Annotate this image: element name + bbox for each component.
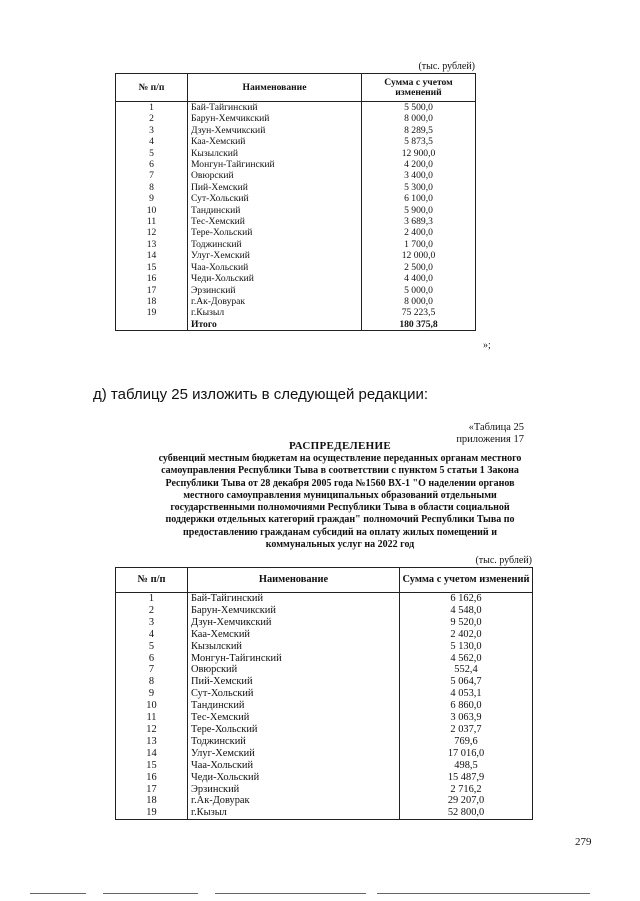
table1-row [116,159,476,170]
table1-row [116,102,476,114]
table2-cell-num: 6 [116,653,188,665]
table1-row [116,113,476,124]
table1-cell-num: 15 [116,262,188,273]
table2-cell-val: 17 016,0 [400,748,533,760]
table2-cell-val: 52 800,0 [400,807,533,819]
table2-cell-val: 4 053,1 [400,688,533,700]
table1-cell-num: 7 [116,170,188,181]
table2-row [116,712,533,724]
table2-row [116,664,533,676]
table2-row [116,629,533,641]
table2-cell-val: 5 064,7 [400,676,533,688]
table1-cell-val: 12 000,0 [362,250,476,261]
table1-cell-val: 4 400,0 [362,273,476,284]
table1-cell-val: 2 500,0 [362,262,476,273]
table2-header-row [116,568,533,593]
table1-row [116,182,476,193]
table2-cell-name: Овюрский [188,664,400,676]
table2-cell-name: Чеди-Хольский [188,772,400,784]
table2-cell-name: Тандинский [188,700,400,712]
table2-cell-val: 29 207,0 [400,795,533,807]
table2-cell-name: Монгун-Тайгинский [188,653,400,665]
table1-total-suffix: »; [483,340,491,351]
table1-cell-num: 1 [116,102,188,114]
table1-row [116,307,476,318]
table1-cell-name: Каа-Хемский [188,136,362,147]
table1-cell-val: 1 700,0 [362,239,476,250]
table1-cell-val: 8 000,0 [362,113,476,124]
table2-cell-val: 15 487,9 [400,772,533,784]
table1 [115,73,476,331]
table2-row [116,772,533,784]
table1-cell-val: 5 873,5 [362,136,476,147]
table2-row [116,617,533,629]
table2-row [116,676,533,688]
table1-cell-val: 6 100,0 [362,193,476,204]
table2-cell-val: 6 860,0 [400,700,533,712]
table2-cell-name: Тере-Хольский [188,724,400,736]
table1-header-num: № п/п [116,74,188,102]
table2-cell-name: г.Ак-Довурак [188,795,400,807]
table2-cell-name: Эрзинский [188,784,400,796]
table2-cell-name: Улуг-Хемский [188,748,400,760]
table2-cell-val: 498,5 [400,760,533,772]
table1-total-value: 180 375,8 [362,319,476,331]
table1-cell-name: Пий-Хемский [188,182,362,193]
table2-cell-num: 3 [116,617,188,629]
table2-row [116,593,533,605]
table1-row [116,250,476,261]
table2-cell-val: 552,4 [400,664,533,676]
table1-row [116,239,476,250]
table2-cell-num: 18 [116,795,188,807]
table1-row [116,136,476,147]
table1-row [116,193,476,204]
table1-header-name: Наименование [188,74,362,102]
table1-row [116,216,476,227]
table1-cell-num: 9 [116,193,188,204]
table2-cell-num: 1 [116,593,188,605]
table1-units: (тыс. рублей) [418,61,475,72]
table1-cell-num: 10 [116,205,188,216]
table1-cell-num: 18 [116,296,188,307]
table1-cell-name: Бай-Тайгинский [188,102,362,114]
table1-header-row [116,74,476,102]
table1-cell-num: 11 [116,216,188,227]
table1-cell-val: 2 400,0 [362,227,476,238]
table1-header-amount: Сумма с учетом изменений [362,74,476,102]
table2-cell-num: 9 [116,688,188,700]
table1-total-num [116,319,188,331]
table2-cell-name: Барун-Хемчикский [188,605,400,617]
table1-cell-name: Эрзинский [188,285,362,296]
table1-cell-num: 5 [116,148,188,159]
table2-cell-num: 7 [116,664,188,676]
table2-cell-name: Пий-Хемский [188,676,400,688]
table1-cell-name: Кызылский [188,148,362,159]
table2-cell-num: 15 [116,760,188,772]
table2-cell-num: 13 [116,736,188,748]
table2-cell-name: Сут-Хольский [188,688,400,700]
table2-row [116,700,533,712]
table1-cell-name: Тоджинский [188,239,362,250]
table1-cell-name: Дзун-Хемчикский [188,125,362,136]
table1-cell-name: Сут-Хольский [188,193,362,204]
table1-cell-name: Улуг-Хемский [188,250,362,261]
table2 [115,567,533,820]
table1-cell-num: 17 [116,285,188,296]
table1-body [116,102,476,331]
table1-cell-name: г.Кызыл [188,307,362,318]
table1-row [116,285,476,296]
table2-cell-num: 14 [116,748,188,760]
table1-cell-name: Монгун-Тайгинский [188,159,362,170]
table1-cell-val: 75 223,5 [362,307,476,318]
table1-cell-val: 12 900,0 [362,148,476,159]
table1-cell-val: 3 689,3 [362,216,476,227]
table2-row [116,653,533,665]
table2-cell-val: 2 402,0 [400,629,533,641]
table2-cell-val: 6 162,6 [400,593,533,605]
distribution-description: субвенций местным бюджетам на осуществление переданных органам местного самоуправления Республики Тыва в соответствии с пунктом 5 статьи 1 Закона Республики Тыва от 28 декабря 2005 года №1560 ВХ-1 "О наделении органов местного самоуправления муниципальных образований отдельными государственными полномочиями Республики Тыва в области социальной поддержки отдельных категорий граждан" полномочий Республики Тыва по предоставлению гражданам субсидий на оплату жилых помещений и коммунальных услуг на 2022 год [158,453,522,551]
table2-cell-num: 10 [116,700,188,712]
table2-row [116,605,533,617]
footer-rule [30,893,590,894]
table2-header-amount: Сумма с учетом изменений [400,568,533,593]
table2-row [116,784,533,796]
table1-cell-num: 16 [116,273,188,284]
table1-cell-num: 14 [116,250,188,261]
table1-cell-val: 4 200,0 [362,159,476,170]
table2-cell-name: Бай-Тайгинский [188,593,400,605]
table1-cell-val: 5 500,0 [362,102,476,114]
table2-cell-num: 2 [116,605,188,617]
table1-cell-val: 8 000,0 [362,296,476,307]
table1-cell-num: 12 [116,227,188,238]
table1-row [116,205,476,216]
table2-header-num: № п/п [116,568,188,593]
table2-cell-num: 8 [116,676,188,688]
table2-cell-name: г.Кызыл [188,807,400,819]
table2-cell-num: 5 [116,641,188,653]
table2-cell-num: 17 [116,784,188,796]
table1-cell-val: 5 300,0 [362,182,476,193]
table2-cell-name: Чаа-Хольский [188,760,400,772]
table1-row [116,296,476,307]
table1-cell-val: 5 000,0 [362,285,476,296]
instruction-text: д) таблицу 25 изложить в следующей редакции: [93,386,429,403]
table1-row [116,273,476,284]
table1-cell-name: Тандинский [188,205,362,216]
table2-row [116,736,533,748]
table1-total-label: Итого [188,319,362,331]
table2-row [116,641,533,653]
table2-row [116,795,533,807]
table1-cell-name: Тес-Хемский [188,216,362,227]
table1-cell-val: 5 900,0 [362,205,476,216]
table2-cell-name: Кызылский [188,641,400,653]
table-reference-line2: приложения 17 [456,434,524,445]
table2-cell-num: 19 [116,807,188,819]
table2-cell-val: 769,6 [400,736,533,748]
table2-cell-val: 3 063,9 [400,712,533,724]
table2-row [116,688,533,700]
table2-header-name: Наименование [188,568,400,593]
table1-cell-num: 6 [116,159,188,170]
table2-cell-num: 4 [116,629,188,641]
table2-cell-val: 2 037,7 [400,724,533,736]
table2-cell-name: Каа-Хемский [188,629,400,641]
table2-body [116,593,533,820]
table2-cell-num: 16 [116,772,188,784]
table1-row [116,148,476,159]
table2-cell-val: 9 520,0 [400,617,533,629]
table2-row [116,748,533,760]
table1-cell-num: 4 [116,136,188,147]
table1-total-row [116,319,476,331]
table2-cell-val: 4 548,0 [400,605,533,617]
table2-row [116,760,533,772]
table1-cell-name: Барун-Хемчикский [188,113,362,124]
table2-cell-val: 4 562,0 [400,653,533,665]
table2-cell-num: 12 [116,724,188,736]
table1-row [116,227,476,238]
table2-cell-val: 5 130,0 [400,641,533,653]
table2-row [116,724,533,736]
distribution-heading: РАСПРЕДЕЛЕНИЕ [289,440,391,452]
table1-row [116,170,476,181]
table1-cell-name: Чеди-Хольский [188,273,362,284]
table2-cell-name: Дзун-Хемчикский [188,617,400,629]
table2-cell-name: Тес-Хемский [188,712,400,724]
table1-cell-num: 2 [116,113,188,124]
table2-cell-val: 2 716,2 [400,784,533,796]
table1-cell-name: Тере-Хольский [188,227,362,238]
table1-row [116,125,476,136]
table1-cell-num: 19 [116,307,188,318]
table1-cell-name: г.Ак-Довурак [188,296,362,307]
table1-cell-num: 3 [116,125,188,136]
page-number: 279 [575,836,592,848]
table2-row [116,807,533,819]
table1-cell-num: 13 [116,239,188,250]
table1-cell-val: 8 289,5 [362,125,476,136]
table1-row [116,262,476,273]
table1-cell-val: 3 400,0 [362,170,476,181]
table1-cell-name: Чаа-Хольский [188,262,362,273]
table2-cell-name: Тоджинский [188,736,400,748]
table-reference-line1: «Таблица 25 [468,422,524,433]
table2-cell-num: 11 [116,712,188,724]
table1-cell-name: Овюрский [188,170,362,181]
table2-units: (тыс. рублей) [475,555,532,566]
table1-cell-num: 8 [116,182,188,193]
